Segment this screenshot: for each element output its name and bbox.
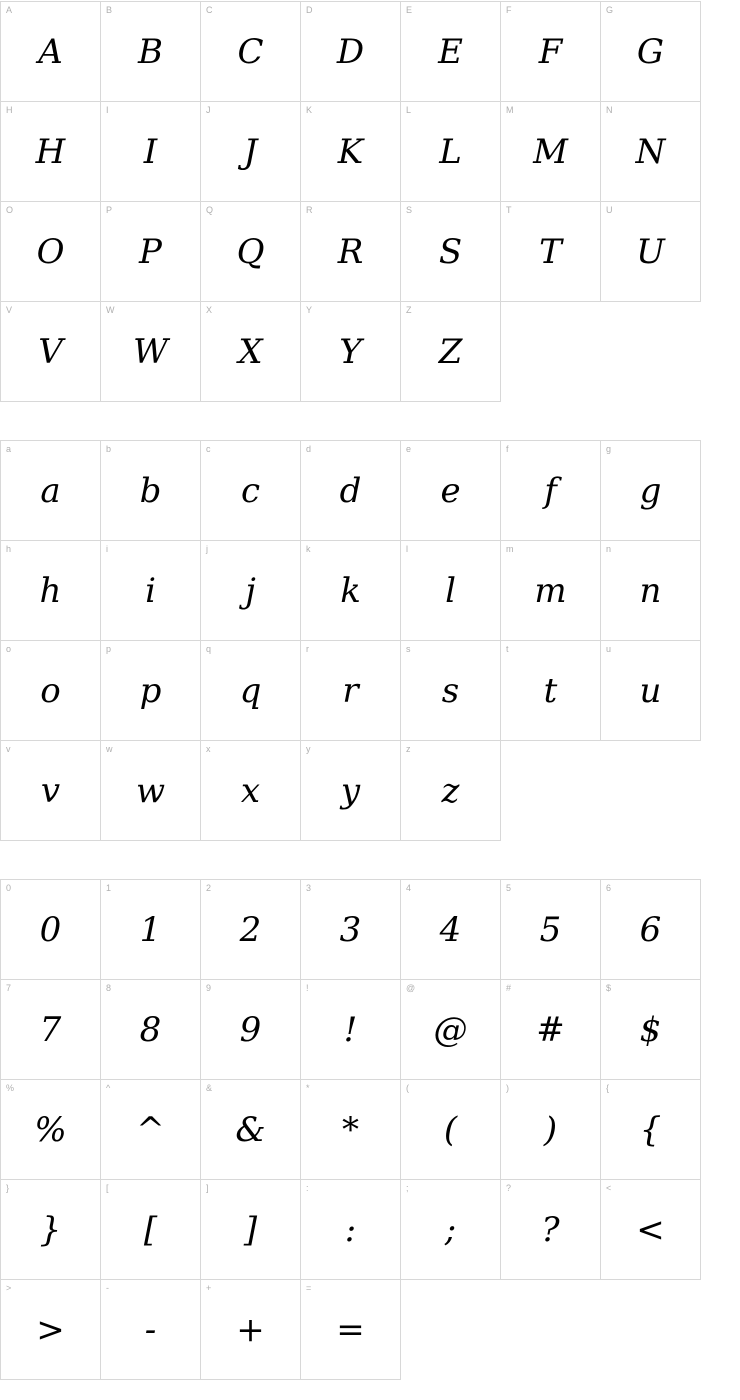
glyph-cell-label: k bbox=[306, 544, 311, 554]
glyph-cell-label: } bbox=[6, 1183, 10, 1193]
glyph-cell-character: B bbox=[138, 31, 163, 72]
glyph-cell-character: Q bbox=[236, 231, 265, 272]
glyph-cell-character: A bbox=[38, 31, 63, 72]
glyph-cell-label: h bbox=[6, 544, 12, 554]
glyph-cell[interactable] bbox=[601, 880, 701, 980]
glyph-cell-character: G bbox=[636, 31, 665, 72]
glyph-cell-label: a bbox=[6, 444, 12, 454]
glyph-cell-label: e bbox=[406, 444, 412, 454]
glyph-cell-label: B bbox=[106, 5, 113, 15]
glyph-cell[interactable] bbox=[1, 1180, 101, 1280]
glyph-cell-label: = bbox=[306, 1283, 312, 1293]
glyph-cell-label: X bbox=[206, 305, 213, 315]
glyph-cell-character: % bbox=[34, 1109, 67, 1150]
glyph-cell-label: n bbox=[606, 544, 612, 554]
glyph-cell-character: T bbox=[539, 231, 562, 272]
glyph-cell[interactable] bbox=[201, 541, 301, 641]
glyph-cell-character: t bbox=[543, 670, 558, 711]
glyph-cell-label: s bbox=[406, 644, 411, 654]
glyph-cell-character: O bbox=[36, 231, 65, 272]
glyph-cell[interactable] bbox=[101, 741, 201, 841]
glyph-cell-label: % bbox=[6, 1083, 15, 1093]
glyph-cell-character: a bbox=[40, 470, 61, 511]
glyph-cell-character: 7 bbox=[39, 1009, 62, 1050]
glyph-cell-label: - bbox=[106, 1283, 109, 1293]
glyph-cell[interactable] bbox=[401, 641, 501, 741]
glyph-cell-character: P bbox=[139, 231, 162, 272]
block-separator bbox=[0, 841, 740, 879]
glyph-cell-label: R bbox=[306, 205, 313, 215]
glyph-cell-character: n bbox=[639, 570, 662, 611]
glyph-cell-label: E bbox=[406, 5, 413, 15]
glyph-cell-label: @ bbox=[406, 983, 416, 993]
glyph-cell[interactable] bbox=[1, 202, 101, 302]
glyph-cell-label: v bbox=[6, 744, 11, 754]
glyph-cell-label: A bbox=[6, 5, 13, 15]
glyph-cell-label: t bbox=[506, 644, 509, 654]
glyph-cell-character: r bbox=[342, 670, 359, 711]
glyph-cell-label: 4 bbox=[406, 883, 412, 893]
glyph-cell[interactable] bbox=[501, 880, 601, 980]
glyph-cell[interactable] bbox=[501, 541, 601, 641]
glyph-cell-character: V bbox=[38, 331, 63, 372]
glyph-cell-label: 9 bbox=[206, 983, 212, 993]
glyph-cell-character: j bbox=[245, 570, 256, 611]
glyph-cell-label: L bbox=[406, 105, 412, 115]
glyph-cell-label: Z bbox=[406, 305, 412, 315]
glyph-cell[interactable] bbox=[201, 302, 301, 402]
glyph-cell-character: c bbox=[240, 470, 261, 511]
glyph-cell[interactable] bbox=[201, 102, 301, 202]
glyph-cell[interactable] bbox=[1, 880, 101, 980]
glyph-cell-character: d bbox=[339, 470, 362, 511]
glyph-cell[interactable] bbox=[201, 641, 301, 741]
glyph-cell-character: H bbox=[35, 131, 66, 172]
glyph-cell[interactable] bbox=[301, 1280, 401, 1380]
glyph-cell-character: C bbox=[237, 31, 264, 72]
glyph-cell[interactable] bbox=[1, 541, 101, 641]
glyph-cell-character: L bbox=[439, 131, 462, 172]
glyph-cell[interactable] bbox=[301, 102, 401, 202]
glyph-blocks-container bbox=[0, 1, 740, 1380]
glyph-cell-label: Q bbox=[206, 205, 214, 215]
glyph-cell-character: S bbox=[438, 231, 463, 272]
glyph-cell-character: I bbox=[143, 131, 158, 172]
glyph-grid-lowercase bbox=[0, 440, 701, 841]
glyph-cell-label: u bbox=[606, 644, 612, 654]
glyph-cell-character: U bbox=[636, 231, 665, 272]
glyph-cell-label: f bbox=[506, 444, 509, 454]
glyph-cell-label: T bbox=[506, 205, 512, 215]
glyph-cell-label: z bbox=[406, 744, 411, 754]
glyph-cell-character: 4 bbox=[439, 909, 462, 950]
glyph-cell-label: i bbox=[106, 544, 108, 554]
glyph-cell[interactable] bbox=[301, 202, 401, 302]
glyph-cell-label: ! bbox=[306, 983, 309, 993]
glyph-cell-character: * bbox=[342, 1109, 359, 1150]
glyph-cell[interactable] bbox=[1, 2, 101, 102]
glyph-cell-label: I bbox=[106, 105, 109, 115]
glyph-cell[interactable] bbox=[401, 1180, 501, 1280]
glyph-cell[interactable] bbox=[501, 202, 601, 302]
glyph-cell-character: M bbox=[533, 131, 568, 172]
glyph-cell-label: 3 bbox=[306, 883, 312, 893]
glyph-cell[interactable] bbox=[601, 641, 701, 741]
glyph-cell[interactable] bbox=[101, 980, 201, 1080]
glyph-cell-label: 7 bbox=[6, 983, 12, 993]
glyph-cell[interactable] bbox=[601, 102, 701, 202]
glyph-cell[interactable] bbox=[501, 2, 601, 102]
glyph-cell-label: > bbox=[6, 1283, 12, 1293]
glyph-cell[interactable] bbox=[501, 641, 601, 741]
glyph-cell-character: - bbox=[144, 1309, 157, 1350]
glyph-cell-character: 0 bbox=[39, 909, 62, 950]
glyph-cell[interactable] bbox=[501, 102, 601, 202]
glyph-cell-character: x bbox=[240, 770, 261, 811]
glyph-cell[interactable] bbox=[501, 980, 601, 1080]
glyph-cell-empty bbox=[501, 1280, 601, 1380]
glyph-grid-digits-and-symbols bbox=[0, 879, 701, 1380]
glyph-cell[interactable] bbox=[401, 741, 501, 841]
glyph-cell-label: < bbox=[606, 1183, 612, 1193]
glyph-cell-empty bbox=[601, 1280, 701, 1380]
glyph-cell-label: V bbox=[6, 305, 13, 315]
glyph-cell[interactable] bbox=[101, 202, 201, 302]
glyph-cell[interactable] bbox=[301, 741, 401, 841]
glyph-cell-character: 8 bbox=[139, 1009, 162, 1050]
glyph-cell[interactable] bbox=[501, 1180, 601, 1280]
glyph-cell-character: z bbox=[441, 770, 460, 811]
glyph-cell-label: N bbox=[606, 105, 613, 115]
glyph-cell-label: 5 bbox=[506, 883, 512, 893]
glyph-cell-character: E bbox=[438, 31, 463, 72]
glyph-cell[interactable] bbox=[1, 1080, 101, 1180]
glyph-cell[interactable] bbox=[101, 441, 201, 541]
glyph-cell[interactable] bbox=[401, 441, 501, 541]
glyph-cell[interactable] bbox=[601, 1080, 701, 1180]
glyph-cell-label: * bbox=[306, 1083, 310, 1093]
glyph-cell[interactable] bbox=[401, 1080, 501, 1180]
glyph-cell[interactable] bbox=[201, 441, 301, 541]
glyph-cell-character: e bbox=[440, 470, 461, 511]
glyph-cell-label: $ bbox=[606, 983, 612, 993]
glyph-cell-label: { bbox=[606, 1083, 610, 1093]
glyph-cell-label: # bbox=[506, 983, 512, 993]
glyph-cell[interactable] bbox=[1, 302, 101, 402]
glyph-cell-label: o bbox=[6, 644, 12, 654]
glyph-cell[interactable] bbox=[301, 541, 401, 641]
glyph-cell-label: 0 bbox=[6, 883, 12, 893]
glyph-cell-character: v bbox=[40, 770, 61, 811]
glyph-cell-character: ? bbox=[541, 1209, 560, 1250]
glyph-cell[interactable] bbox=[201, 1280, 301, 1380]
glyph-cell-empty bbox=[401, 1280, 501, 1380]
glyph-cell-character: s bbox=[441, 670, 460, 711]
glyph-cell-character: > bbox=[36, 1309, 65, 1350]
glyph-cell-character: J bbox=[243, 131, 258, 172]
glyph-cell[interactable] bbox=[101, 302, 201, 402]
glyph-cell-character: ( bbox=[443, 1109, 458, 1150]
glyph-cell-label: y bbox=[306, 744, 311, 754]
glyph-cell-label: ^ bbox=[106, 1083, 111, 1093]
glyph-cell-label: J bbox=[206, 105, 211, 115]
glyph-cell[interactable] bbox=[501, 441, 601, 541]
glyph-cell[interactable] bbox=[101, 1280, 201, 1380]
glyph-cell[interactable] bbox=[301, 2, 401, 102]
glyph-cell-character: q bbox=[239, 670, 262, 711]
glyph-cell-label: j bbox=[206, 544, 208, 554]
glyph-cell[interactable] bbox=[201, 1080, 301, 1180]
glyph-cell[interactable] bbox=[401, 2, 501, 102]
glyph-cell-label: x bbox=[206, 744, 211, 754]
glyph-cell-character: < bbox=[636, 1209, 665, 1250]
glyph-cell[interactable] bbox=[601, 980, 701, 1080]
glyph-cell[interactable] bbox=[101, 641, 201, 741]
glyph-cell-label: r bbox=[306, 644, 309, 654]
glyph-cell-character: 6 bbox=[639, 909, 662, 950]
glyph-cell-character: Y bbox=[339, 331, 362, 372]
glyph-cell-empty bbox=[601, 302, 701, 402]
glyph-cell-label: W bbox=[106, 305, 115, 315]
glyph-cell[interactable] bbox=[101, 541, 201, 641]
glyph-cell[interactable] bbox=[1, 441, 101, 541]
glyph-cell[interactable] bbox=[101, 880, 201, 980]
glyph-cell[interactable] bbox=[201, 202, 301, 302]
glyph-cell[interactable] bbox=[301, 1180, 401, 1280]
glyph-cell-character: f bbox=[544, 470, 557, 511]
glyph-cell-empty bbox=[601, 741, 701, 841]
glyph-cell[interactable] bbox=[401, 980, 501, 1080]
glyph-cell[interactable] bbox=[601, 2, 701, 102]
glyph-cell-label: c bbox=[206, 444, 211, 454]
glyph-cell[interactable] bbox=[1, 102, 101, 202]
glyph-cell-character: u bbox=[639, 670, 662, 711]
glyph-cell-character: { bbox=[639, 1109, 662, 1150]
glyph-cell-character: m bbox=[534, 570, 567, 611]
glyph-cell[interactable] bbox=[301, 880, 401, 980]
glyph-cell-character: 3 bbox=[339, 909, 362, 950]
glyph-cell-character: y bbox=[340, 770, 361, 811]
glyph-cell-character: g bbox=[639, 470, 662, 511]
glyph-cell-character: + bbox=[236, 1309, 265, 1350]
glyph-cell[interactable] bbox=[201, 741, 301, 841]
glyph-cell-label: p bbox=[106, 644, 112, 654]
glyph-cell[interactable] bbox=[201, 2, 301, 102]
glyph-cell-character: Z bbox=[438, 331, 463, 372]
glyph-cell[interactable] bbox=[601, 1180, 701, 1280]
glyph-cell[interactable] bbox=[501, 1080, 601, 1180]
glyph-cell-character: 9 bbox=[239, 1009, 262, 1050]
glyph-cell[interactable] bbox=[301, 1080, 401, 1180]
glyph-cell-character: ; bbox=[444, 1209, 457, 1250]
glyph-cell-label: d bbox=[306, 444, 312, 454]
glyph-cell[interactable] bbox=[601, 202, 701, 302]
glyph-cell[interactable] bbox=[401, 202, 501, 302]
glyph-cell-label: [ bbox=[106, 1183, 109, 1193]
glyph-cell[interactable] bbox=[101, 1080, 201, 1180]
glyph-cell-empty bbox=[501, 741, 601, 841]
glyph-cell-character: : bbox=[344, 1209, 357, 1250]
glyph-cell-label: Y bbox=[306, 305, 313, 315]
glyph-cell-character: D bbox=[336, 31, 365, 72]
glyph-cell-character: o bbox=[40, 670, 61, 711]
glyph-cell-label: ( bbox=[406, 1083, 409, 1093]
glyph-cell[interactable] bbox=[401, 302, 501, 402]
glyph-grid-uppercase bbox=[0, 1, 701, 402]
glyph-cell-character: ^ bbox=[136, 1109, 165, 1150]
glyph-cell-label: b bbox=[106, 444, 112, 454]
glyph-cell-label: M bbox=[506, 105, 514, 115]
glyph-cell[interactable] bbox=[301, 980, 401, 1080]
glyph-cell-label: G bbox=[606, 5, 614, 15]
glyph-cell-label: w bbox=[106, 744, 113, 754]
glyph-cell-label: O bbox=[6, 205, 14, 215]
glyph-cell-character: W bbox=[133, 331, 168, 372]
glyph-cell[interactable] bbox=[1, 741, 101, 841]
glyph-cell[interactable] bbox=[201, 980, 301, 1080]
glyph-cell-character: ) bbox=[543, 1109, 558, 1150]
glyph-cell-character: [ bbox=[143, 1209, 158, 1250]
glyph-cell-character: ] bbox=[243, 1209, 258, 1250]
glyph-cell-character: N bbox=[635, 131, 666, 172]
glyph-cell-label: q bbox=[206, 644, 212, 654]
glyph-cell-label: : bbox=[306, 1183, 309, 1193]
glyph-cell-label: D bbox=[306, 5, 313, 15]
glyph-cell-character: 1 bbox=[139, 909, 162, 950]
glyph-cell[interactable] bbox=[401, 541, 501, 641]
glyph-cell-character: h bbox=[39, 570, 62, 611]
glyph-cell-label: + bbox=[206, 1283, 212, 1293]
glyph-cell-character: K bbox=[337, 131, 364, 172]
glyph-cell-label: 1 bbox=[106, 883, 112, 893]
glyph-cell[interactable] bbox=[101, 1180, 201, 1280]
glyph-cell-character: k bbox=[340, 570, 361, 611]
glyph-cell-label: 2 bbox=[206, 883, 212, 893]
glyph-cell-label: S bbox=[406, 205, 413, 215]
glyph-cell-label: ; bbox=[406, 1183, 409, 1193]
glyph-cell-character: X bbox=[238, 331, 263, 372]
block-separator bbox=[0, 402, 740, 440]
glyph-cell[interactable] bbox=[1, 1280, 101, 1380]
glyph-cell[interactable] bbox=[201, 880, 301, 980]
glyph-cell-label: m bbox=[506, 544, 514, 554]
glyph-cell-character: R bbox=[337, 231, 364, 272]
glyph-cell-label: & bbox=[206, 1083, 213, 1093]
glyph-cell-character: p bbox=[139, 670, 162, 711]
glyph-cell-character: $ bbox=[639, 1009, 662, 1050]
glyph-cell-character: @ bbox=[433, 1009, 468, 1050]
glyph-cell-empty bbox=[501, 302, 601, 402]
glyph-cell-character: 2 bbox=[239, 909, 262, 950]
glyph-cell-label: F bbox=[506, 5, 512, 15]
glyph-cell[interactable] bbox=[301, 641, 401, 741]
glyph-cell[interactable] bbox=[1, 980, 101, 1080]
glyph-cell-character: & bbox=[235, 1109, 266, 1150]
glyph-cell-label: P bbox=[106, 205, 113, 215]
glyph-cell-label: ) bbox=[506, 1083, 509, 1093]
glyph-cell[interactable] bbox=[1, 641, 101, 741]
glyph-cell-label: ] bbox=[206, 1183, 209, 1193]
glyph-cell[interactable] bbox=[601, 541, 701, 641]
glyph-cell[interactable] bbox=[401, 880, 501, 980]
glyph-cell-character: w bbox=[135, 770, 166, 811]
glyph-cell-character: 5 bbox=[539, 909, 562, 950]
glyph-cell-label: ? bbox=[506, 1183, 512, 1193]
glyph-cell-label: 6 bbox=[606, 883, 612, 893]
glyph-cell-label: l bbox=[406, 544, 408, 554]
glyph-cell-label: g bbox=[606, 444, 612, 454]
glyph-cell-character: b bbox=[139, 470, 162, 511]
glyph-cell-character: l bbox=[445, 570, 456, 611]
glyph-cell-character: } bbox=[39, 1209, 62, 1250]
glyph-cell[interactable] bbox=[201, 1180, 301, 1280]
glyph-cell-label: C bbox=[206, 5, 213, 15]
glyph-cell[interactable] bbox=[101, 2, 201, 102]
glyph-cell[interactable] bbox=[101, 102, 201, 202]
glyph-cell-label: U bbox=[606, 205, 613, 215]
glyph-cell-label: K bbox=[306, 105, 313, 115]
glyph-cell-label: 8 bbox=[106, 983, 112, 993]
glyph-cell-character: # bbox=[536, 1009, 565, 1050]
glyph-cell[interactable] bbox=[301, 302, 401, 402]
glyph-cell-character: = bbox=[336, 1309, 365, 1350]
glyph-cell-character: ! bbox=[343, 1009, 358, 1050]
glyph-cell[interactable] bbox=[401, 102, 501, 202]
glyph-cell-character: F bbox=[538, 31, 563, 72]
glyph-cell[interactable] bbox=[301, 441, 401, 541]
glyph-cell[interactable] bbox=[601, 441, 701, 541]
glyph-cell-label: H bbox=[6, 105, 13, 115]
glyph-cell-character: i bbox=[145, 570, 156, 611]
